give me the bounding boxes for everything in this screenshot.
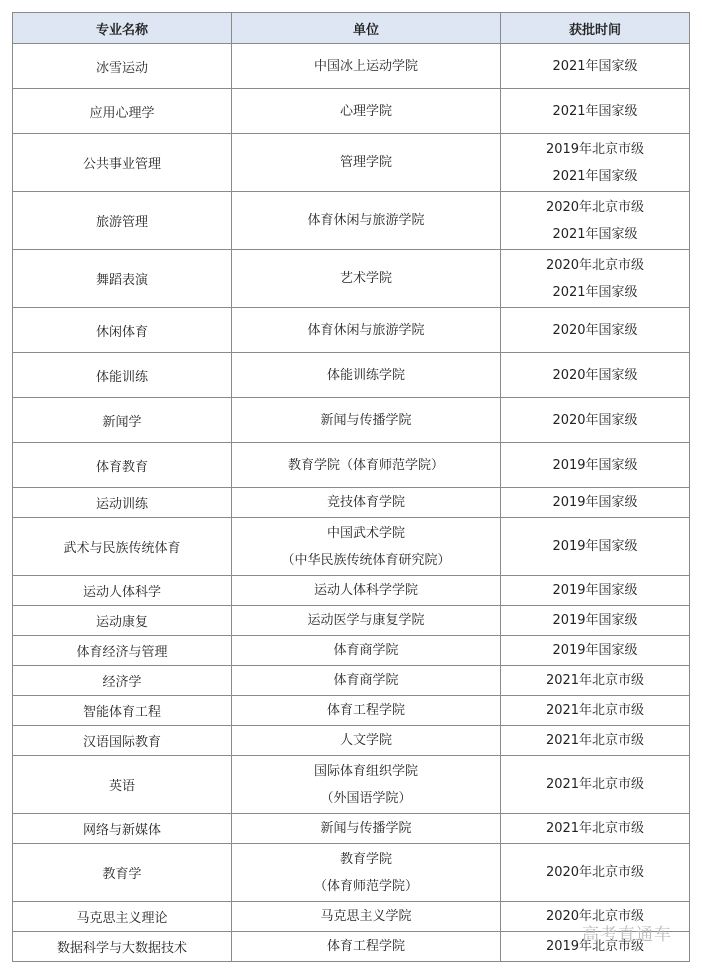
cell-unit (232, 606, 501, 636)
table-row (13, 518, 690, 576)
cell-unit-line: 体育商学院 (333, 643, 399, 658)
cell-approval-line: 2019年国家级 (552, 643, 638, 658)
cell-major: 智能体育工程 (13, 696, 232, 726)
cell-unit (232, 308, 501, 353)
cell-approval-line: 2021年国家级 (552, 168, 638, 184)
cell-unit (232, 756, 501, 814)
table-row (13, 814, 690, 844)
cell-approval (501, 250, 690, 308)
cell-unit (232, 488, 501, 518)
cell-major: 马克思主义理论 (13, 902, 232, 932)
cell-approval (501, 89, 690, 134)
cell-unit-line: 中国武术学院 (326, 525, 405, 541)
cell-unit-line: 体育工程学院 (326, 939, 405, 954)
cell-unit (232, 576, 501, 606)
cell-major: 网络与新媒体 (13, 814, 232, 844)
cell-unit (232, 89, 501, 134)
cell-major: 冰雪运动 (13, 44, 232, 89)
table-row (13, 488, 690, 518)
cell-approval (501, 488, 690, 518)
cell-approval-line: 2020年北京市级 (545, 199, 645, 215)
cell-major: 经济学 (13, 666, 232, 696)
cell-approval (501, 726, 690, 756)
cell-unit-line: 人文学院 (339, 733, 392, 748)
cell-major: 休闲体育 (13, 308, 232, 353)
cell-major: 教育学 (13, 844, 232, 902)
cell-approval (501, 636, 690, 666)
cell-unit-line: 体育工程学院 (326, 703, 405, 718)
cell-unit (232, 932, 501, 962)
cell-unit (232, 250, 501, 308)
cell-unit-line: 艺术学院 (339, 271, 392, 286)
cell-approval-line: 2020年北京市级 (545, 865, 645, 880)
cell-approval-line: 2019年北京市级 (545, 141, 645, 157)
cell-unit-line: （体育师范学院） (313, 878, 418, 894)
cell-approval-line: 2019年国家级 (552, 457, 638, 473)
cell-major: 运动训练 (13, 488, 232, 518)
cell-unit-line: 新闻与传播学院 (320, 412, 412, 428)
cell-unit-line: 教育学院（体育师范学院） (287, 457, 444, 473)
cell-approval (501, 134, 690, 192)
cell-unit-line: 体育商学院 (333, 673, 399, 688)
cell-unit-line: 体育休闲与旅游学院 (307, 322, 425, 338)
cell-major: 武术与民族传统体育 (13, 518, 232, 576)
cell-approval-line: 2019年北京市级 (545, 939, 645, 954)
table-row (13, 250, 690, 308)
cell-major: 体育经济与管理 (13, 636, 232, 666)
cell-approval-line: 2020年国家级 (552, 367, 638, 383)
cell-unit (232, 398, 501, 443)
cell-unit (232, 192, 501, 250)
cell-approval (501, 192, 690, 250)
cell-approval (501, 814, 690, 844)
cell-unit (232, 726, 501, 756)
cell-unit-line: 运动医学与康复学院 (307, 613, 425, 628)
cell-unit (232, 844, 501, 902)
table-body (13, 44, 690, 962)
cell-approval-line: 2019年国家级 (552, 583, 638, 598)
cell-major: 运动康复 (13, 606, 232, 636)
cell-approval (501, 606, 690, 636)
cell-major: 英语 (13, 756, 232, 814)
cell-approval-line: 2019年国家级 (552, 613, 638, 628)
cell-unit (232, 902, 501, 932)
table-row (13, 89, 690, 134)
cell-approval-line: 2021年北京市级 (545, 673, 645, 688)
cell-major: 汉语国际教育 (13, 726, 232, 756)
table-header-row (13, 13, 690, 44)
cell-major: 体育教育 (13, 443, 232, 488)
cell-approval-line: 2020年国家级 (552, 412, 638, 428)
cell-major: 数据科学与大数据技术 (13, 932, 232, 962)
cell-approval (501, 308, 690, 353)
table-row (13, 308, 690, 353)
cell-unit-line: 体育休闲与旅游学院 (307, 213, 425, 228)
cell-approval (501, 756, 690, 814)
cell-approval (501, 666, 690, 696)
table-row (13, 666, 690, 696)
cell-approval (501, 518, 690, 576)
header-approval-time: 获批时间 (501, 13, 690, 44)
cell-approval (501, 576, 690, 606)
cell-major: 公共事业管理 (13, 134, 232, 192)
table-row (13, 606, 690, 636)
cell-unit-line: （中华民族传统体育研究院） (281, 552, 451, 568)
table-row (13, 726, 690, 756)
cell-unit (232, 636, 501, 666)
table-row (13, 844, 690, 902)
cell-major: 体能训练 (13, 353, 232, 398)
cell-unit-line: 中国冰上运动学院 (313, 58, 418, 74)
cell-unit (232, 134, 501, 192)
cell-approval (501, 844, 690, 902)
cell-unit (232, 666, 501, 696)
table-row (13, 192, 690, 250)
cell-approval-line: 2021年北京市级 (545, 821, 645, 836)
cell-approval (501, 443, 690, 488)
cell-unit (232, 518, 501, 576)
table-row (13, 44, 690, 89)
cell-unit-line: 马克思主义学院 (320, 909, 412, 924)
cell-unit-line: 体能训练学院 (326, 367, 405, 383)
cell-unit-line: 心理学院 (339, 103, 392, 119)
table-row (13, 134, 690, 192)
cell-approval-line: 2021年国家级 (552, 284, 638, 300)
cell-unit (232, 814, 501, 844)
majors-table (12, 12, 690, 962)
cell-unit-line: 教育学院 (339, 851, 392, 867)
cell-unit-line: 管理学院 (339, 155, 392, 170)
header-major: 专业名称 (13, 13, 232, 44)
cell-major: 舞蹈表演 (13, 250, 232, 308)
cell-unit-line: 运动人体科学学院 (313, 583, 418, 598)
cell-unit (232, 353, 501, 398)
table-row (13, 636, 690, 666)
cell-approval-line: 2021年国家级 (552, 58, 638, 74)
table-row (13, 398, 690, 443)
cell-approval-line: 2021年国家级 (552, 226, 638, 242)
cell-unit-line: 国际体育组织学院 (313, 763, 418, 779)
cell-approval (501, 353, 690, 398)
cell-major: 新闻学 (13, 398, 232, 443)
cell-approval-line: 2020年北京市级 (545, 909, 645, 924)
cell-major: 旅游管理 (13, 192, 232, 250)
table-row (13, 443, 690, 488)
watermark: 高考直通车 (582, 925, 672, 945)
cell-approval-line: 2021年北京市级 (545, 703, 645, 718)
cell-approval (501, 696, 690, 726)
cell-approval (501, 398, 690, 443)
header-unit: 单位 (232, 13, 501, 44)
cell-unit (232, 443, 501, 488)
cell-approval-line: 2019年国家级 (552, 495, 638, 510)
cell-approval (501, 44, 690, 89)
cell-major: 应用心理学 (13, 89, 232, 134)
cell-unit-line: 新闻与传播学院 (320, 821, 412, 836)
cell-approval-line: 2020年国家级 (552, 322, 638, 338)
cell-approval-line: 2021年北京市级 (545, 733, 645, 748)
table-row (13, 756, 690, 814)
cell-unit (232, 696, 501, 726)
cell-unit-line: （外国语学院） (320, 790, 412, 806)
cell-approval-line: 2019年国家级 (552, 539, 638, 554)
cell-major: 运动人体科学 (13, 576, 232, 606)
cell-unit-line: 竞技体育学院 (326, 495, 405, 510)
cell-approval-line: 2021年国家级 (552, 103, 638, 119)
cell-approval-line: 2021年北京市级 (545, 777, 645, 792)
table-row (13, 576, 690, 606)
cell-unit (232, 44, 501, 89)
table-row (13, 353, 690, 398)
table-row (13, 696, 690, 726)
cell-approval-line: 2020年北京市级 (545, 257, 645, 273)
